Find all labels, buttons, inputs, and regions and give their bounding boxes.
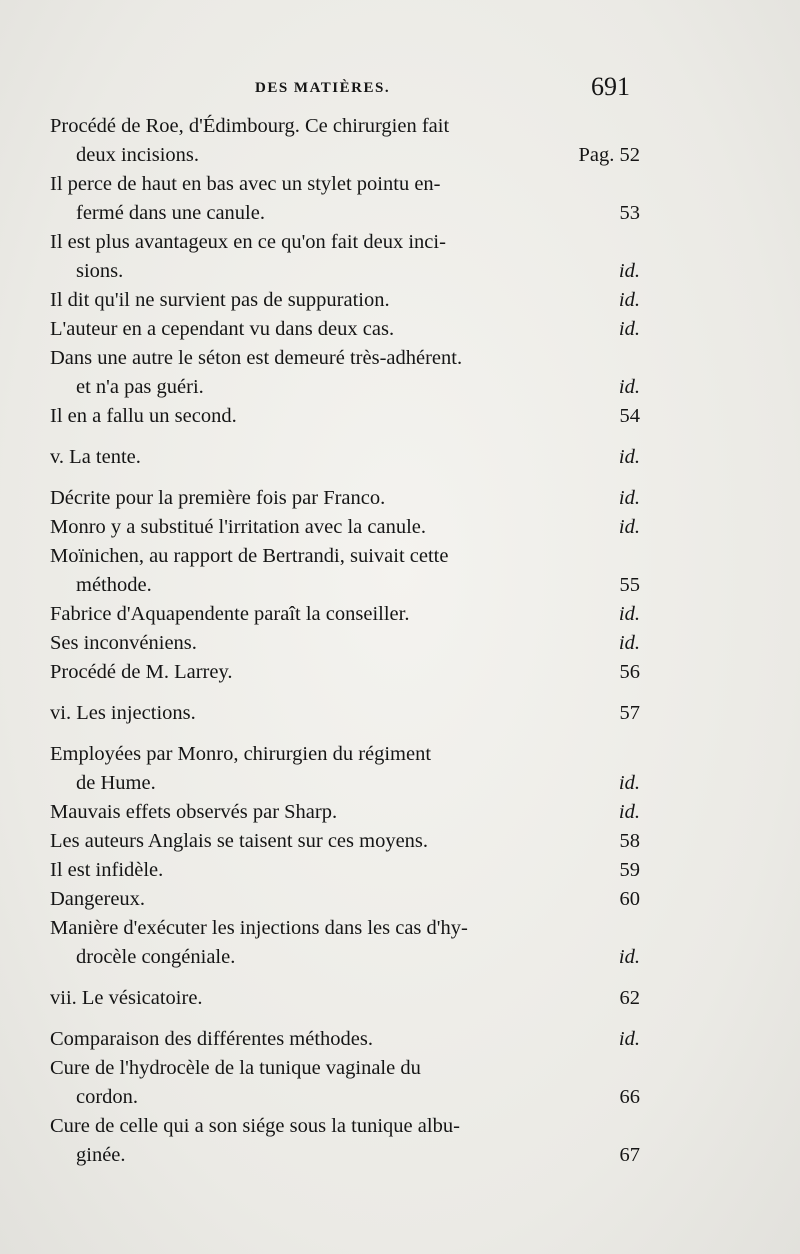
entry-page-ref: id. xyxy=(618,376,640,398)
entry-text: Procédé de M. Larrey. xyxy=(50,661,233,683)
entry-text: Procédé de Roe, d'Édimbourg. Ce chirurgien fait xyxy=(50,115,450,137)
entry-page-ref: 53 xyxy=(619,202,640,224)
toc-entry xyxy=(50,1054,640,1112)
toc-entry xyxy=(50,1025,640,1054)
entry-text: Cure de l'hydrocèle de la tunique vaginale du xyxy=(50,1057,421,1079)
entry-text: Manière d'exécuter les injections dans les cas d'hy- xyxy=(50,917,468,939)
toc-entry xyxy=(50,443,640,472)
toc-entry xyxy=(50,914,640,972)
toc-entry xyxy=(50,228,640,286)
entry-text: vii. Le vésicatoire. xyxy=(50,987,203,1009)
entry-page-ref: 60 xyxy=(619,888,640,910)
entry-continuation: ginée. xyxy=(76,1144,126,1166)
toc-entry xyxy=(50,699,640,728)
entry-page-ref: id. xyxy=(618,289,640,311)
toc-entry xyxy=(50,513,640,542)
toc-entry xyxy=(50,402,640,431)
toc-entry xyxy=(50,112,640,170)
entry-text: Il en a fallu un second. xyxy=(50,405,237,427)
entry-text: Les auteurs Anglais se taisent sur ces moyens. xyxy=(50,830,429,852)
entry-page-ref: id. xyxy=(618,1028,640,1050)
entry-text: Fabrice d'Aquapendente paraît la conseiller. xyxy=(50,603,410,625)
toc-entry xyxy=(50,798,640,827)
entry-page-ref: 54 xyxy=(619,405,640,427)
entry-continuation: drocèle congéniale. xyxy=(76,946,236,968)
entry-page-ref: 59 xyxy=(619,859,640,881)
entry-page-ref: 55 xyxy=(619,574,640,596)
page-header xyxy=(50,72,630,112)
entry-text: Ses inconvéniens. xyxy=(50,632,197,654)
toc-entry xyxy=(50,542,640,600)
entry-page-ref: 62 xyxy=(619,987,640,1009)
entry-page-ref: 58 xyxy=(619,830,640,852)
toc-entry xyxy=(50,484,640,513)
toc-entry xyxy=(50,740,640,798)
entry-continuation: méthode. xyxy=(76,574,152,596)
toc-entry xyxy=(50,984,640,1013)
entry-text: Dans une autre le séton est demeuré très-adhérent. xyxy=(50,347,463,369)
entry-page-ref: id. xyxy=(618,318,640,340)
entry-continuation: fermé dans une canule. xyxy=(76,202,265,224)
entry-page-ref: id. xyxy=(618,632,640,654)
entry-text: Monro y a substitué l'irritation avec la canule. xyxy=(50,516,426,538)
toc-entry xyxy=(50,170,640,228)
entry-text: Il est plus avantageux en ce qu'on fait deux inci- xyxy=(50,231,446,253)
entry-text: L'auteur en a cependant vu dans deux cas. xyxy=(50,318,395,340)
toc-entry xyxy=(50,658,640,687)
table-of-contents xyxy=(50,112,640,1170)
entry-text: vi. Les injections. xyxy=(50,702,196,724)
entry-page-ref: 57 xyxy=(619,702,640,724)
toc-entry xyxy=(50,629,640,658)
entry-continuation: et n'a pas guéri. xyxy=(76,376,204,398)
entry-page-ref: 56 xyxy=(619,661,640,683)
entry-text: Cure de celle qui a son siége sous la tunique albu- xyxy=(50,1115,460,1137)
entry-continuation: deux incisions. xyxy=(76,144,199,166)
running-head: DES MATIÈRES. xyxy=(255,80,391,96)
toc-entry xyxy=(50,827,640,856)
entry-page-ref: 67 xyxy=(619,1144,640,1166)
toc-entry xyxy=(50,315,640,344)
toc-entry xyxy=(50,856,640,885)
entry-page-ref: Pag. 52 xyxy=(578,144,640,166)
entry-text: Employées par Monro, chirurgien du régiment xyxy=(50,743,432,765)
toc-entry xyxy=(50,286,640,315)
entry-page-ref: id. xyxy=(618,260,640,282)
entry-continuation: cordon. xyxy=(76,1086,139,1108)
entry-text: Il perce de haut en bas avec un stylet pointu en- xyxy=(50,173,441,195)
entry-text: Décrite pour la première fois par Franco. xyxy=(50,487,386,509)
toc-entry xyxy=(50,344,640,402)
toc-entry xyxy=(50,885,640,914)
entry-text: Dangereux. xyxy=(50,888,146,910)
entry-page-ref: id. xyxy=(618,772,640,794)
entry-text: v. La tente. xyxy=(50,446,141,468)
entry-page-ref: id. xyxy=(618,487,640,509)
entry-text: Mauvais effets observés par Sharp. xyxy=(50,801,338,823)
toc-entry xyxy=(50,600,640,629)
entry-text: Il dit qu'il ne survient pas de suppuration. xyxy=(50,289,390,311)
entry-text: Il est infidèle. xyxy=(50,859,164,881)
entry-page-ref: id. xyxy=(618,446,640,468)
entry-continuation: de Hume. xyxy=(76,772,156,794)
entry-page-ref: id. xyxy=(618,516,640,538)
entry-text: Comparaison des différentes méthodes. xyxy=(50,1028,373,1050)
entry-text: Moïnichen, au rapport de Bertrandi, suivait cette xyxy=(50,545,449,567)
entry-continuation: sions. xyxy=(76,260,124,282)
page-number: 691 xyxy=(591,72,630,101)
toc-entry xyxy=(50,1112,640,1170)
entry-page-ref: id. xyxy=(618,801,640,823)
entry-page-ref: id. xyxy=(618,603,640,625)
entry-page-ref: 66 xyxy=(619,1086,640,1108)
entry-page-ref: id. xyxy=(618,946,640,968)
